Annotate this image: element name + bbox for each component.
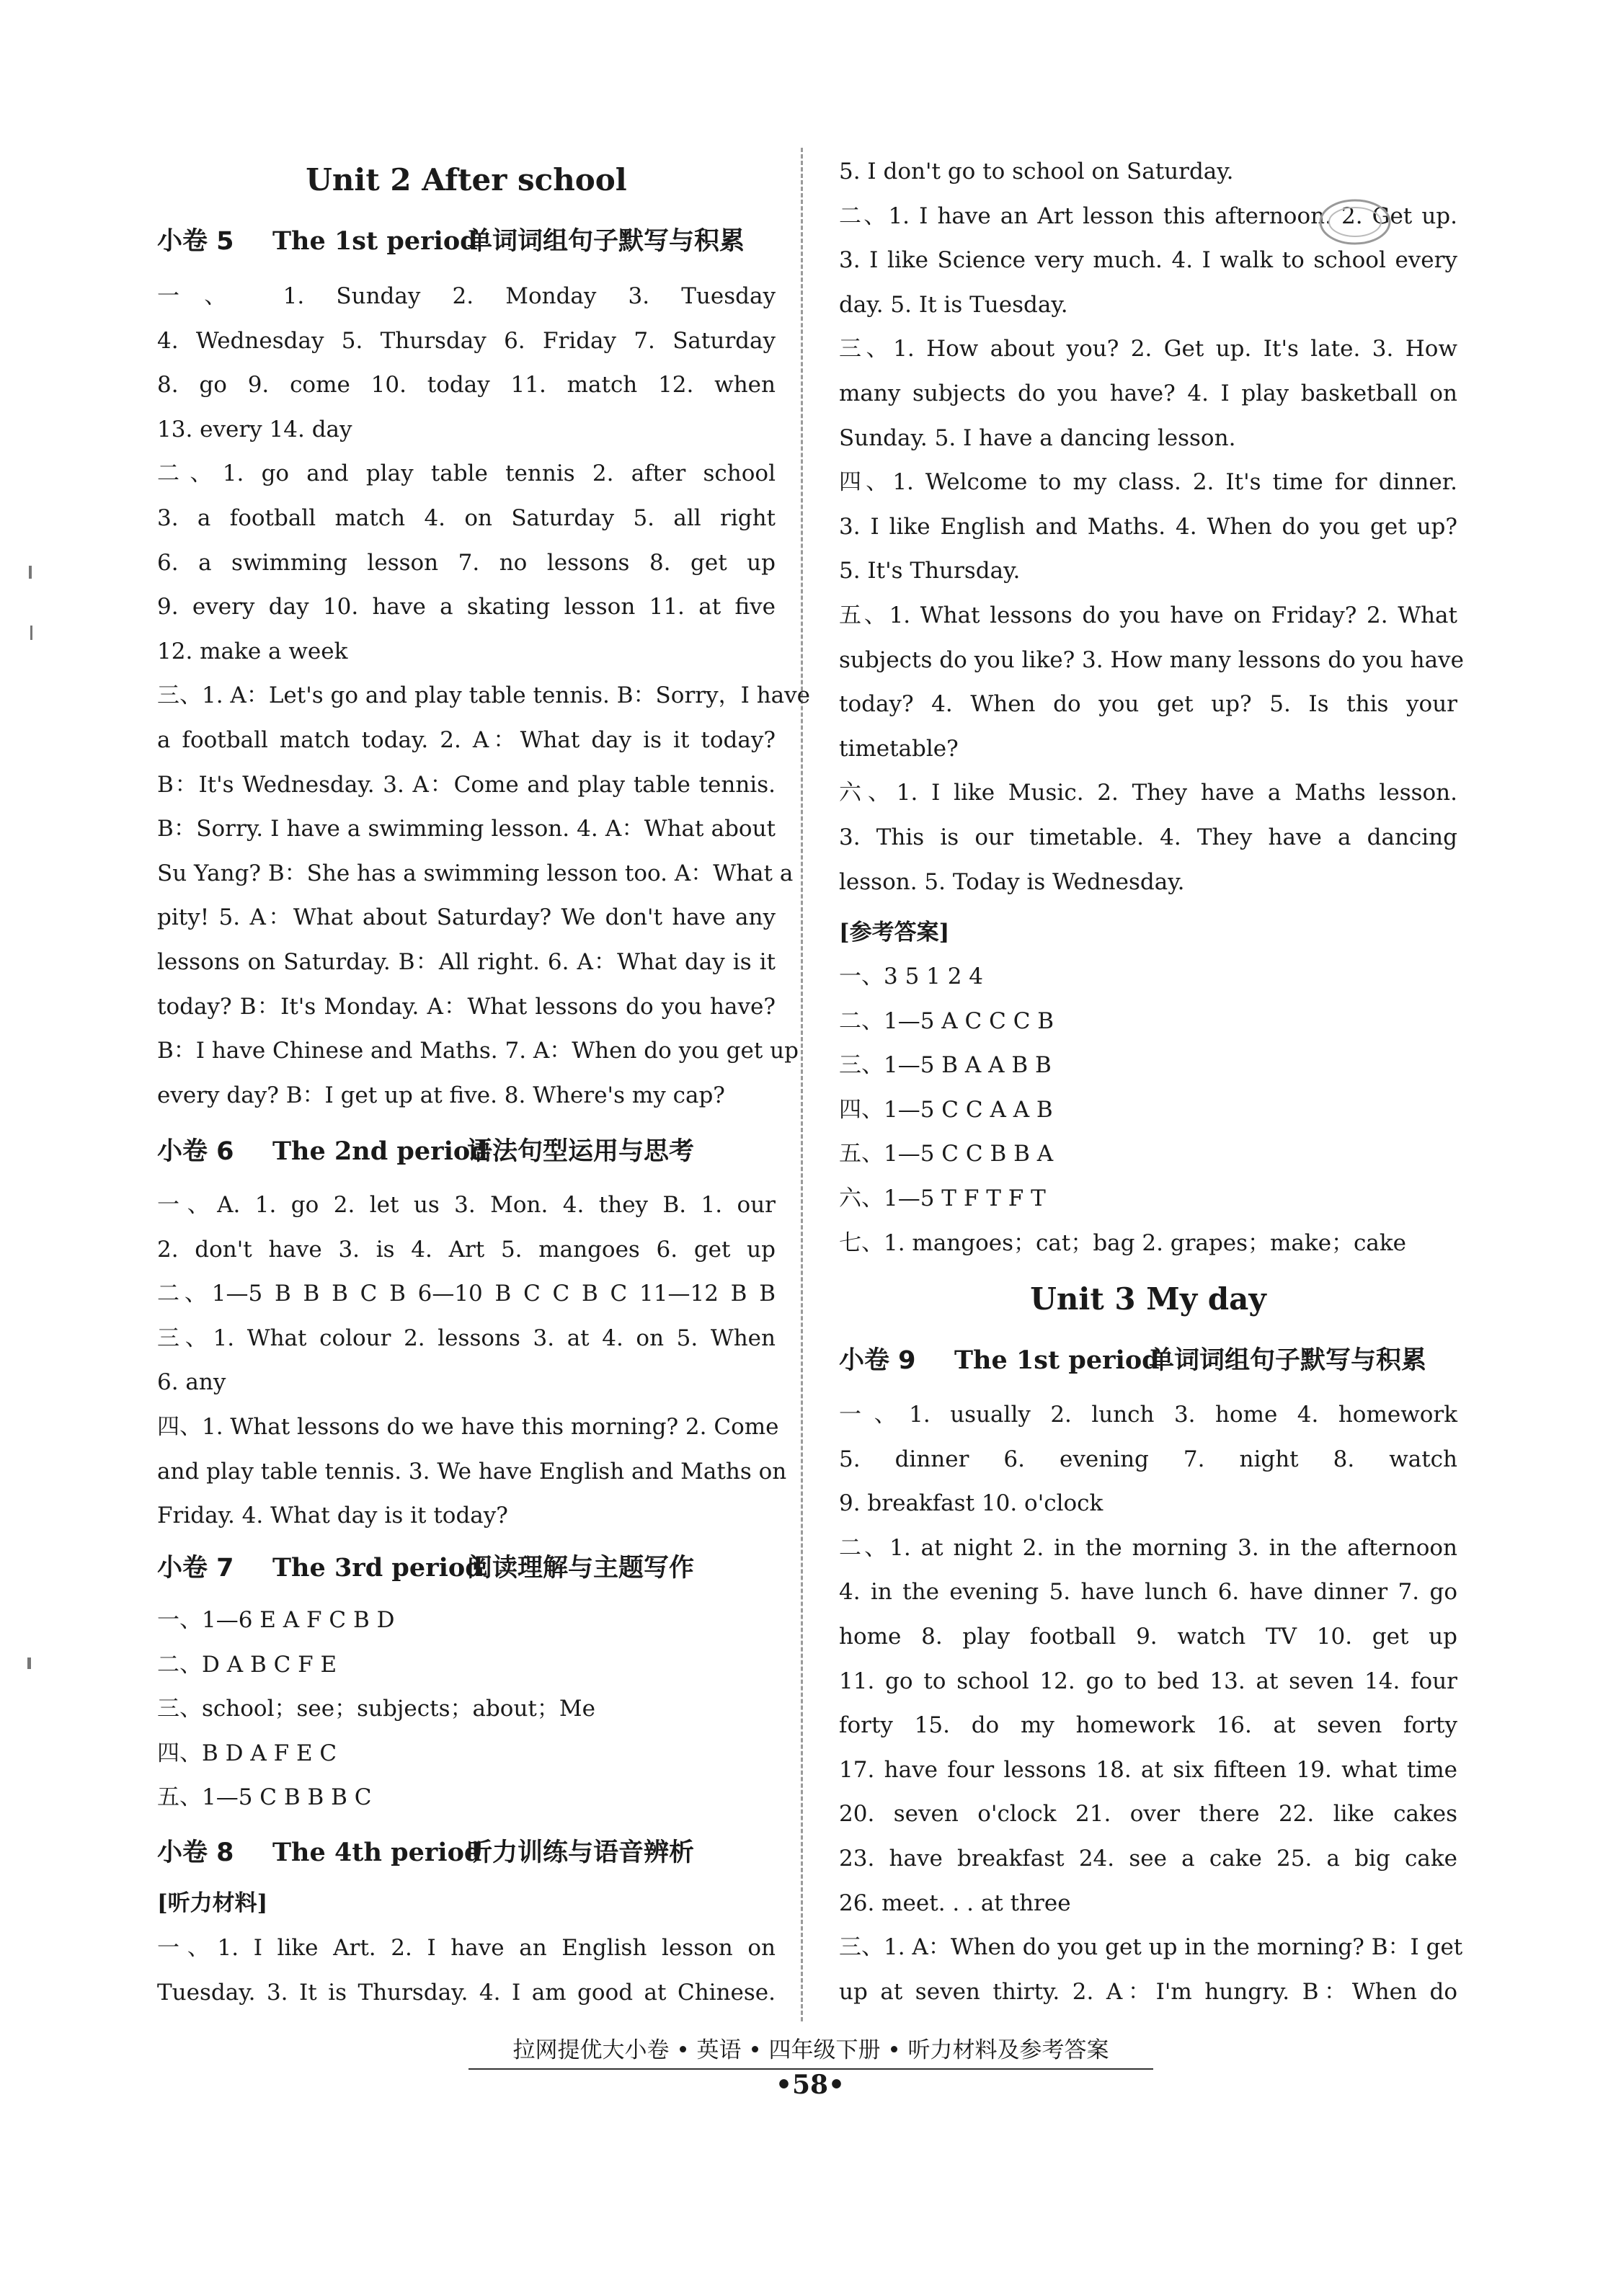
text-line: Tuesday. 3. It is Thursday. 4. I am good at Chinese. [157,1979,776,2006]
section-5-topic: 单词词组句子默写与积累 [467,227,745,256]
text-line: 3. a football match 4. on Saturday 5. all right [157,505,776,531]
text-line: 4. Wednesday 5. Thursday 6. Friday 7. Saturday [157,327,776,354]
section-7-number: 小卷 7 [157,1554,234,1583]
text-line: lessons on Saturday. B：All right. 6. A：What day is it [157,949,776,975]
unit-3-title: Unit 3 My day [1030,1281,1266,1317]
text-line: many subjects do you have? 4. I play basketball on [839,381,1457,406]
section-8-heading [157,1829,776,1877]
text-line: 3. This is our timetable. 4. They have a dancing [839,824,1457,850]
text-line: 5. dinner 6. evening 7. night 8. watch [839,1446,1457,1472]
text-line: 26. meet. . . at three [839,1890,1071,1916]
text-line: 二、1—5 A C C C B [839,1007,1054,1034]
text-line: 6. any [157,1369,226,1396]
section-6-heading [157,1128,776,1175]
section-8-topic: 听力训练与语音辨析 [467,1838,695,1867]
text-line: every day? B：I get up at five. 8. Where's my cap? [157,1082,725,1108]
text-line: 一、3 5 1 2 4 [839,964,984,989]
text-line: 四、B D A F E C [157,1740,337,1766]
section-9-heading [839,1337,1457,1384]
section-9-topic: 单词词组句子默写与积累 [1149,1346,1427,1375]
text-line: B：Sorry. I have a swimming lesson. 4. A：What about [157,816,776,842]
text-line: subjects do you like? 3. How many lessons do you have [839,646,1464,673]
text-line: 12. make a week [157,638,348,664]
section-6-number: 小卷 6 [157,1137,234,1166]
text-line: 3. I like Science very much. 4. I walk to school every [839,247,1457,274]
text-line: 一、1. usually 2. lunch 3. home 4. homework [839,1402,1457,1428]
text-line: 七、1. mangoes；cat；bag 2. grapes；make；cake [839,1229,1407,1256]
text-line: 20. seven o'clock 21. over there 22. like cakes [839,1801,1457,1828]
column-divider [801,148,803,2021]
section-7-topic: 阅读理解与主题写作 [467,1554,695,1583]
section-6-period: The 2nd period [272,1136,488,1166]
text-line: up at seven thirty. 2. A：I'm hungry. B：When do [839,1978,1457,2005]
text-line: 23. have breakfast 24. see a cake 25. a big cake [839,1846,1457,1872]
text-line: forty 15. do my homework 16. at seven forty [839,1712,1457,1739]
text-line: timetable? [839,735,959,762]
margin-mark [29,566,32,579]
text-line: 三、1. A：Let's go and play table tennis. B：Sorry，I have [157,682,811,709]
text-line: 二、1—5 B B B C B 6—10 B C C B C 11—12 B B [157,1281,776,1307]
margin-mark [30,626,32,640]
text-line: 六、1. I like Music. 2. They have a Maths lesson. [839,780,1457,806]
stamp-mark-icon [1315,193,1395,251]
unit-2-title: Unit 2 After school [306,162,627,197]
text-line: Su Yang? B：She has a swimming lesson too. A：What a [157,860,794,886]
text-line: 二、1. at night 2. in the morning 3. in the afternoon [839,1534,1457,1561]
text-line: 六、1—5 T F T F T [839,1185,1046,1211]
text-line: a football match today. 2. A：What day is it today? [157,727,776,753]
text-line: Friday. 4. What day is it today? [157,1503,508,1529]
text-line: 11. go to school 12. go to bed 13. at seven 14. four [839,1668,1457,1694]
text-line: 三、1. A：When do you get up in the morning? B：I get [839,1934,1463,1961]
text-line: 二、D A B C F E [157,1651,337,1678]
listening-material-label: [听力材料] [157,1890,268,1916]
text-line: 2. don't have 3. is 4. Art 5. mangoes 6. get up [157,1236,776,1263]
text-line: 二、1. go and play table tennis 2. after school [157,460,776,487]
section-5-period: The 1st period [272,226,478,256]
text-line: 三、1—5 B A A B B [839,1052,1052,1079]
section-9-period: The 1st period [954,1345,1160,1375]
text-line: 9. breakfast 10. o'clock [839,1490,1103,1517]
section-6-topic: 语法句型运用与思考 [467,1137,695,1166]
text-line: 四、1—5 C C A A B [839,1096,1053,1123]
text-line: 三、school；see；subjects；about；Me [157,1696,595,1722]
text-line: lesson. 5. Today is Wednesday. [839,868,1185,895]
text-line: 二、1. I have an Art lesson this afternoon. 2. Get up. [839,203,1457,229]
text-line: 一、1. I like Art. 2. I have an English lesson on [157,1935,776,1961]
text-line: 8. go 9. come 10. today 11. match 12. when [157,372,776,399]
text-line: B：It's Wednesday. 3. A：Come and play table tennis. [157,771,776,798]
text-line: 三、1. What colour 2. lessons 3. at 4. on 5. When [157,1325,776,1351]
text-line: day. 5. It is Tuesday. [839,291,1068,318]
section-5-heading [157,218,776,265]
section-7-heading [157,1544,776,1592]
text-line: 三、1. How about you? 2. Get up. It's late. 3. How [839,336,1457,362]
section-7-period: The 3rd period [272,1553,483,1583]
answer-key-label: [参考答案] [839,920,950,945]
text-line: today? 4. When do you get up? 5. Is this your [839,691,1457,718]
section-5-number: 小卷 5 [157,227,234,256]
text-line: Sunday. 5. I have a dancing lesson. [839,424,1236,451]
text-line: today? B：It's Monday. A：What lessons do you have? [157,993,776,1020]
text-line: 五、1—5 C C B B A [839,1141,1054,1167]
page-number: •58• [775,2070,845,2100]
footer-title: 拉网提优大小卷 • 英语 • 四年级下册 • 听力材料及参考答案 [468,2032,1153,2070]
text-line: 5. I don't go to school on Saturday. [839,159,1234,184]
text-line: 一、1—6 E A F C B D [157,1607,395,1633]
text-line: home 8. play football 9. watch TV 10. get up [839,1624,1457,1650]
text-line: 4. in the evening 5. have lunch 6. have dinner 7. go [839,1579,1457,1606]
text-line: B：I have Chinese and Maths. 7. A：When do you get up [157,1038,799,1064]
section-8-period: The 4th period [272,1838,482,1867]
text-line: 17. have four lessons 18. at six fifteen 19. what time [839,1756,1457,1783]
text-line: 5. It's Thursday. [839,558,1021,584]
text-line: 一、 1. Sunday 2. Monday 3. Tuesday [157,283,776,309]
text-line: 9. every day 10. have a skating lesson 11. at five [157,594,776,620]
text-line: 3. I like English and Maths. 4. When do you get up? [839,513,1457,540]
section-8-number: 小卷 8 [157,1838,234,1867]
text-line: 一、A. 1. go 2. let us 3. Mon. 4. they B. 1. our [157,1192,776,1218]
text-line: pity! 5. A：What about Saturday? We don't have any [157,904,776,931]
margin-mark [27,1658,31,1669]
text-line: 6. a swimming lesson 7. no lessons 8. get up [157,549,776,576]
section-9-number: 小卷 9 [839,1346,916,1375]
text-line: and play table tennis. 3. We have English and Maths on [157,1458,787,1485]
text-line: 四、1. What lessons do we have this morning? 2. Come [157,1414,779,1440]
text-line: 13. every 14. day [157,416,352,442]
text-line: 五、1. What lessons do you have on Friday? 2. What [839,602,1457,628]
text-line: 四、1. Welcome to my class. 2. It's time for dinner. [839,469,1457,496]
text-line: 五、1—5 C B B B C [157,1784,372,1811]
